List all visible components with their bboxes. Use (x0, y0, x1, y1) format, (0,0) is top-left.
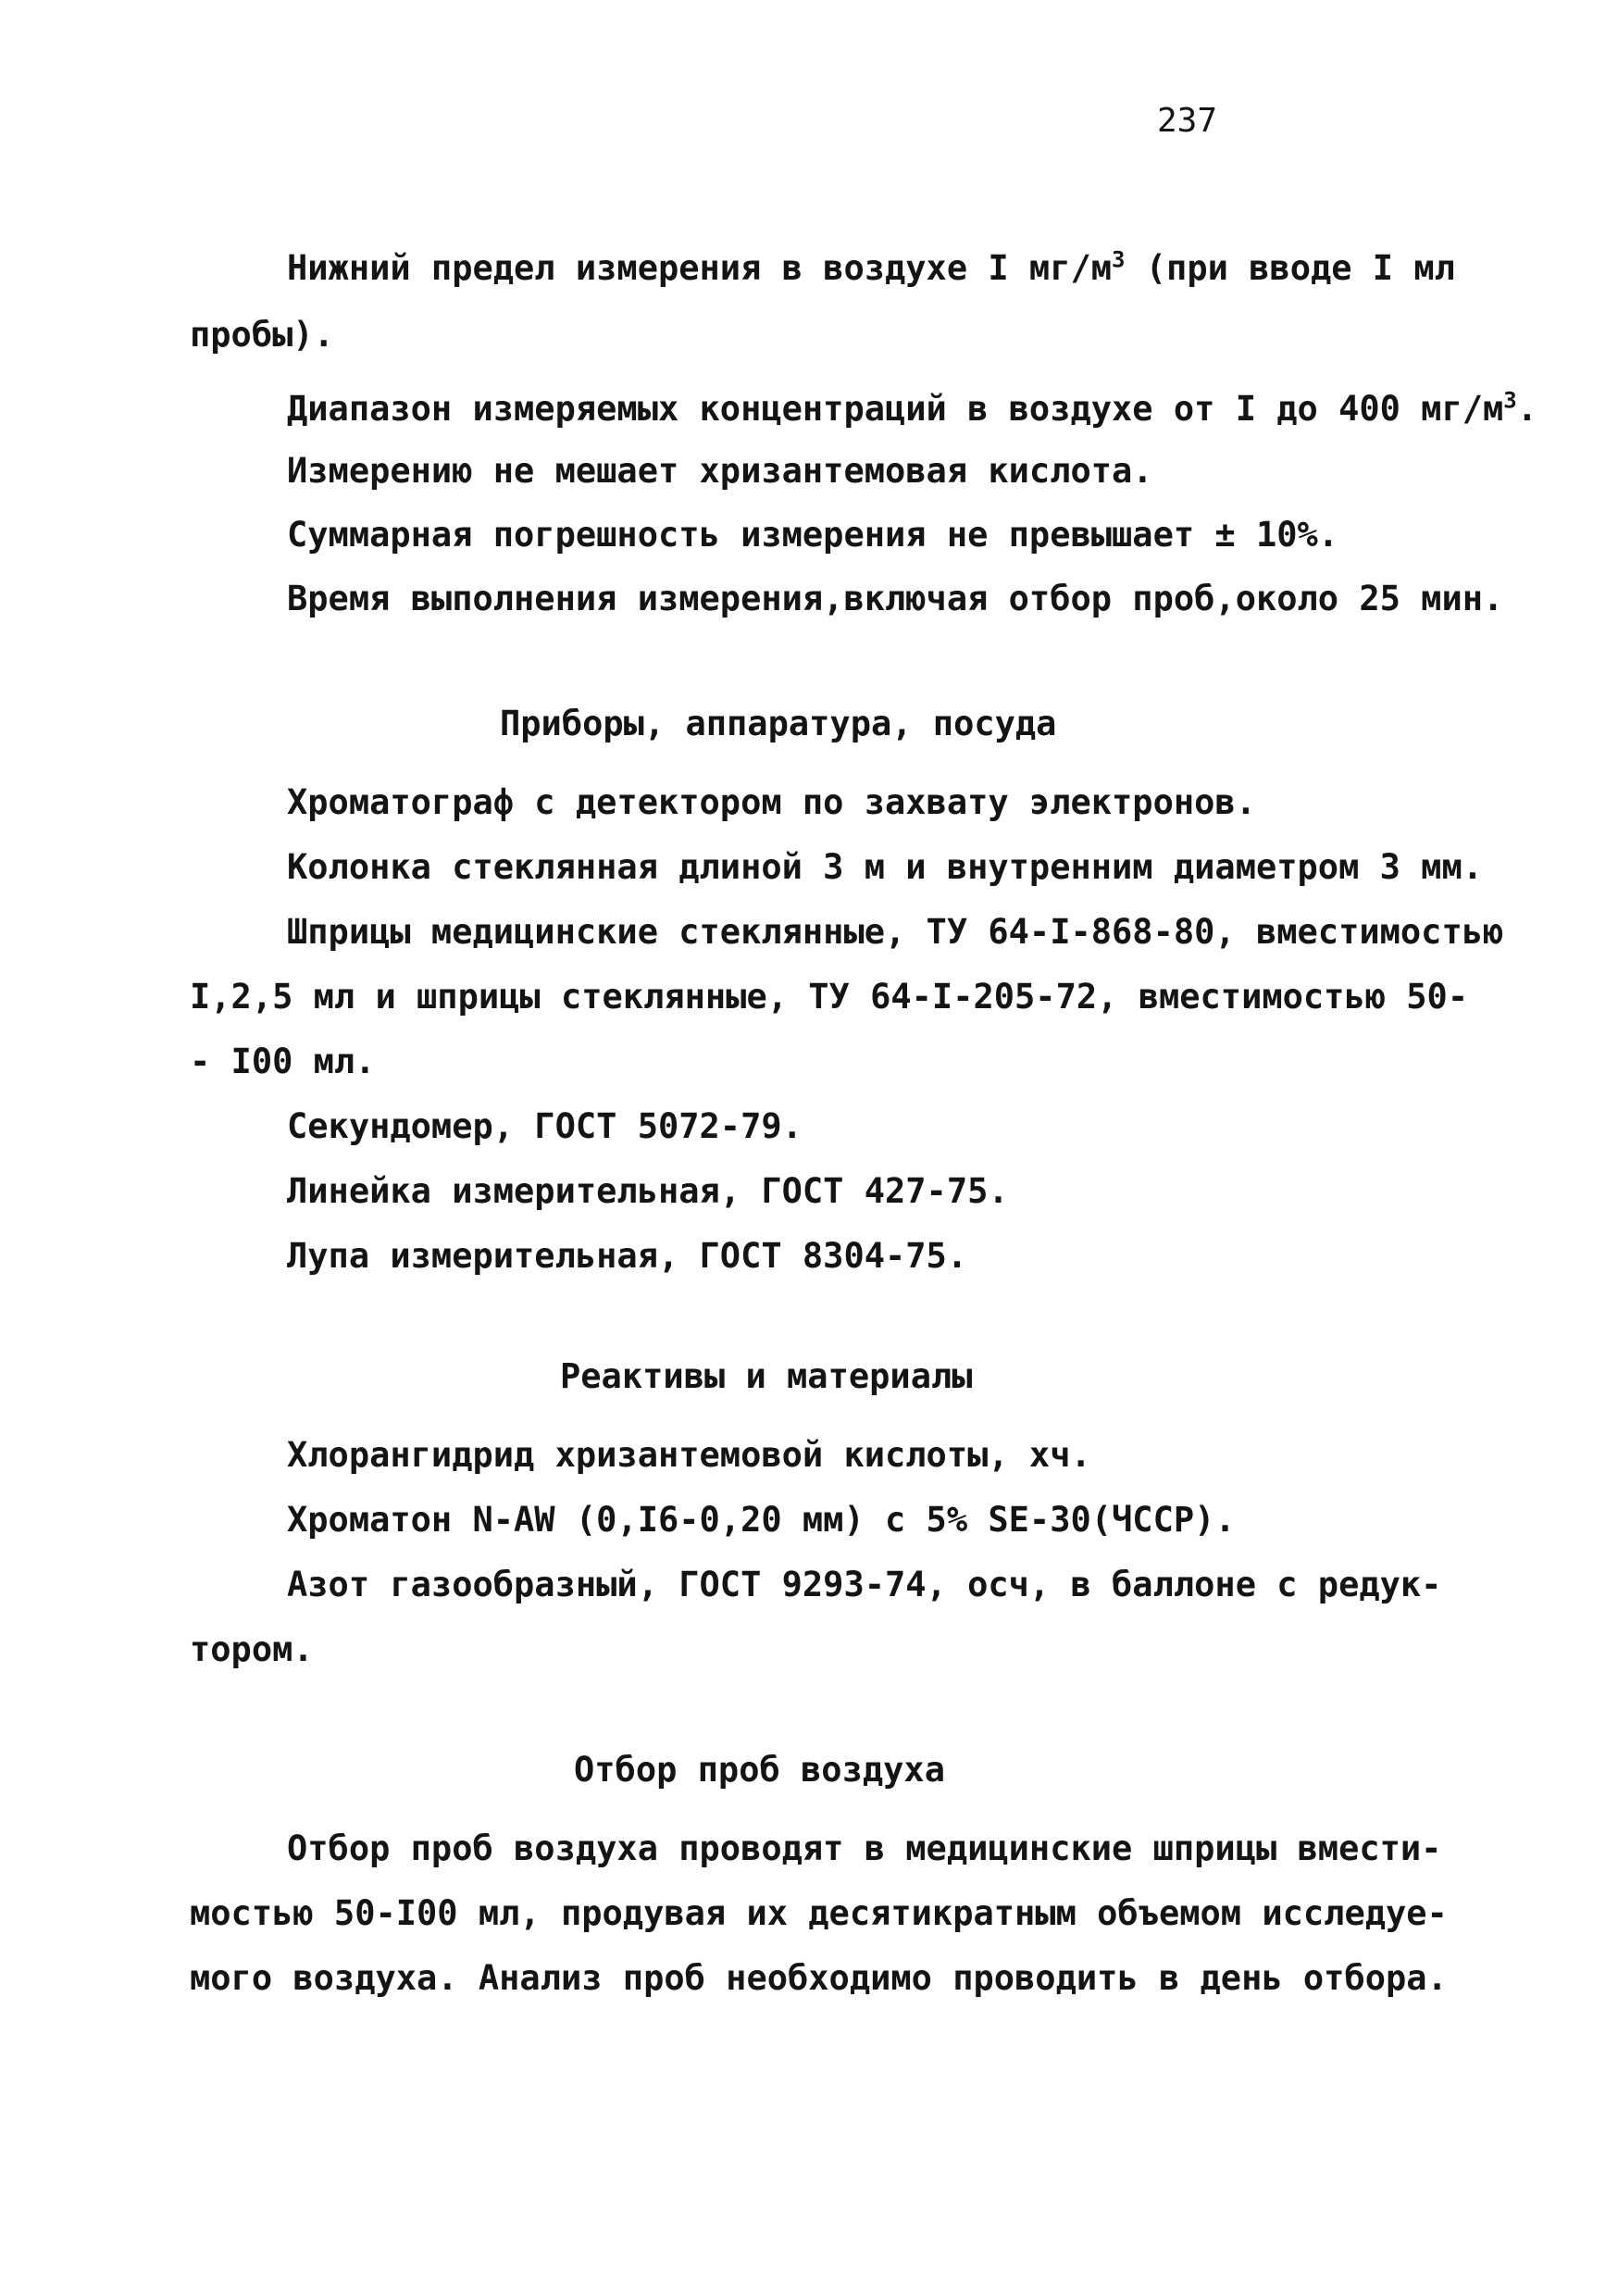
instruments-line-1: Хроматограф с детектором по захвату электронов. (287, 782, 1256, 822)
instruments-line-3: Шприцы медицинские стеклянные, ТУ 64-I-868-80, вместимостью (287, 912, 1504, 952)
sampling-line-1: Отбор проб воздуха проводят в медицинские шприцы вмести- (287, 1828, 1442, 1868)
range-line: Диапазон измеряемых концентраций в воздухе от I до 400 $мг/м^3$. (287, 387, 1538, 429)
instruments-line-6: Секундомер, ГОСТ 5072-79. (287, 1106, 803, 1146)
lower-limit-line-1: Нижний предел измерения в воздухе I $мг/м^3$ (при вводе I мл (287, 246, 1455, 288)
superscript-3: 3 (1112, 246, 1126, 273)
instruments-heading: Приборы, аппаратура, посуда (500, 704, 1057, 743)
interference-line: Измерению не мешает хризантемовая кислота. (287, 451, 1153, 491)
reagents-line-1: Хлорангидрид хризантемовой кислоты, хч. (287, 1435, 1091, 1475)
sampling-line-2: мостью 50-I00 мл, продувая их десятикратным объемом исследуе- (190, 1893, 1448, 1933)
reagents-line-4: тором. (190, 1629, 314, 1669)
reagents-heading: Реактивы и материалы (560, 1356, 973, 1396)
lower-limit-line-2: пробы). (190, 315, 334, 355)
instruments-line-2: Колонка стеклянная длиной 3 м и внутренним диаметром 3 мм. (287, 847, 1484, 887)
reagents-line-3: Азот газообразный, ГОСТ 9293-74, осч, в баллоне с редук- (287, 1565, 1442, 1604)
sampling-line-3: мого воздуха. Анализ проб необходимо проводить в день отбора. (190, 1958, 1448, 1998)
superscript-3: 3 (1503, 387, 1517, 414)
time-line: Время выполнения измерения,включая отбор проб,около 25 мин. (287, 579, 1504, 618)
instruments-line-7: Линейка измерительная, ГОСТ 427-75. (287, 1171, 1009, 1211)
instruments-line-5: - I00 мл. (190, 1042, 376, 1081)
error-line: Суммарная погрешность измерения не превышает ± 10%. (287, 515, 1339, 555)
instruments-line-4: I,2,5 мл и шприцы стеклянные, ТУ 64-I-205-72, вместимостью 50- (190, 977, 1469, 1017)
sampling-heading: Отбор проб воздуха (574, 1750, 945, 1790)
reagents-line-2: Хроматон N-AW (0,I6-0,20 мм) с 5% SE-30(ЧССР). (287, 1500, 1236, 1540)
page-number: 237 (1157, 102, 1218, 140)
instruments-line-8: Лупа измерительная, ГОСТ 8304-75. (287, 1236, 968, 1276)
